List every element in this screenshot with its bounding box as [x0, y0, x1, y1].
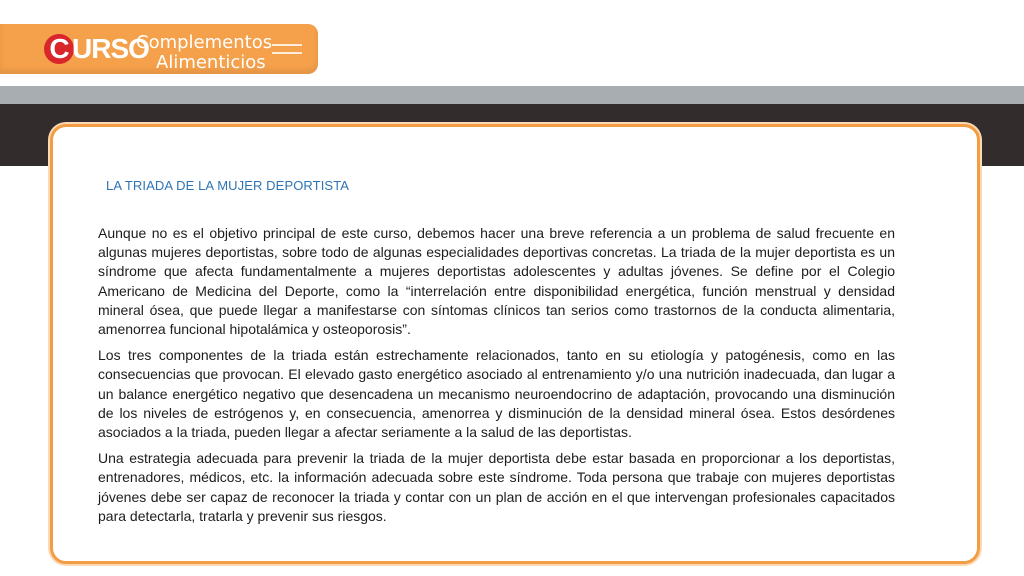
logo-decor-line	[272, 52, 302, 54]
logo-curso-rest: URSO	[72, 33, 149, 64]
section-heading: LA TRIADA DE LA MUJER DEPORTISTA	[106, 178, 350, 193]
logo-title	[136, 33, 272, 73]
paragraph: Aunque no es el objetivo principal de este curso, debemos hacer una breve referencia a un problema de salud frecuente en algunas mujeres deportistas, sobre todo de algunas especialidades deportivas concretas. La triada de la mujer deportista es un síndrome que afecta fundamentalmente a mujeres deportistas adolescentes y adultas jóvenes. Se define por el Colegio Americano de Medicina del Deporte, como la “interrelación entre disponibilidad energética, función menstrual y densidad mineral ósea, que puede llegar a manifestarse con síntomas clínicos tan serios como trastornos de la conducta alimentaria, amenorrea funcional hipotalámica y osteoporosis”.	[98, 225, 895, 338]
logo-title-line2: Alimenticios	[156, 52, 266, 73]
logo-decor-line	[272, 44, 302, 46]
logo-title-line1: Complementos	[136, 32, 273, 53]
paragraph: Una estrategia adecuada para prevenir la triada de la mujer deportista debe estar basada en proporcionar a los deportistas, entrenadores, médicos, etc. la información adecuada sobre este síndrome. Toda persona que trabaje con mujeres deportistas jóvenes debe ser capaz de reconocer la triada y contar con un plan de acción en el que intervengan profesionales capacitados para detectarla, tratarla y prevenir sus riesgos.	[98, 450, 895, 524]
logo-curso	[44, 31, 149, 67]
body-text	[98, 224, 895, 533]
header-gray-band	[0, 86, 1024, 104]
paragraph: Los tres componentes de la triada están estrechamente relacionados, tanto en su etiología y patogénesis, como en las consecuencias que provocan. El elevado gasto energético asociado al entrenamiento y/o una nutrición inadecuada, dan lugar a un balance energético negativo que desencadena un mecanismo neuroendocrino de adaptación, provocando una disminución de los niveles de estrógenos y, en consecuencia, amenorrea y disminución de la densidad mineral ósea. Estos desórdenes asociados a la triada, pueden llegar a afectar seriamente a la salud de las deportistas.	[98, 347, 895, 441]
logo-red-c: C	[44, 34, 74, 64]
